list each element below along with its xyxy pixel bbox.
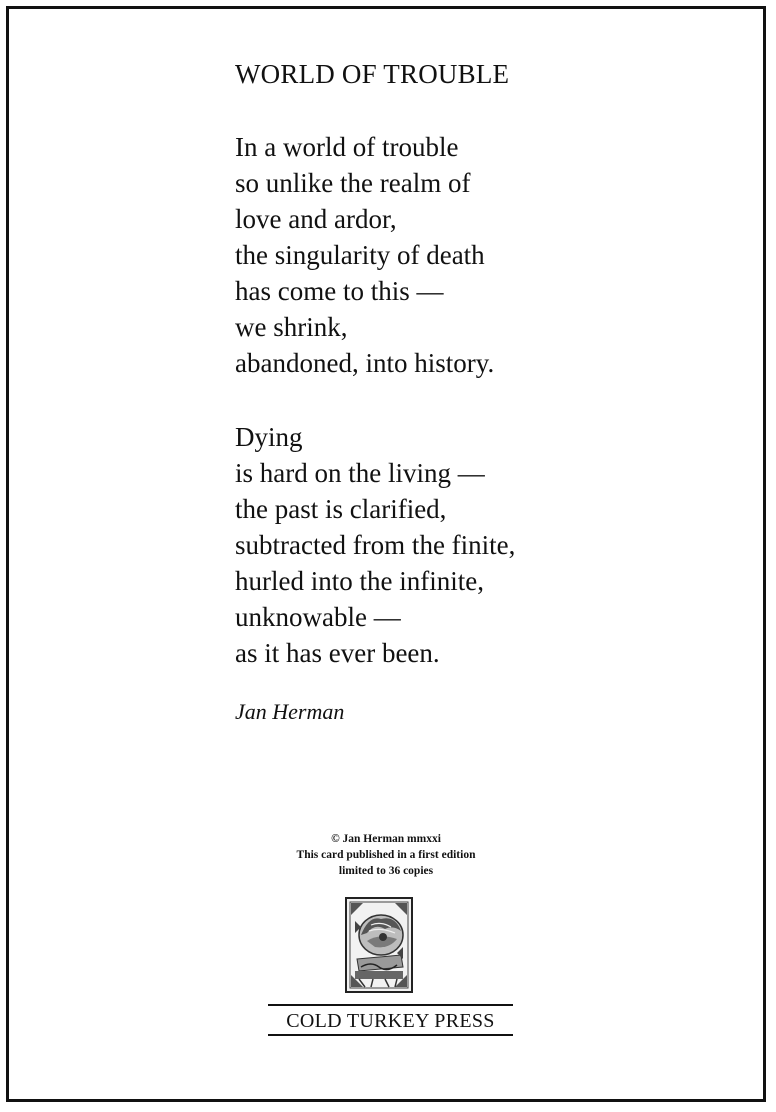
edition-line: This card published in a first edition (296, 849, 476, 861)
poem-line: the singularity of death (235, 240, 485, 270)
poem-line: has come to this — (235, 276, 444, 306)
poem-line: love and ardor, (235, 204, 397, 234)
poem-line: the past is clarified, (235, 494, 447, 524)
poem-line: abandoned, into history. (235, 348, 495, 378)
poem-line: Dying (235, 422, 303, 452)
stanza-1 (235, 129, 494, 381)
colophon (9, 831, 763, 879)
stanza-2 (235, 419, 515, 671)
poem-line: unknowable — (235, 602, 401, 632)
poem-line: subtracted from the finite, (235, 530, 516, 560)
copyright-line: © Jan Herman mmxxi (331, 833, 441, 845)
poem-card (6, 6, 766, 1102)
poem-line: hurled into the infinite, (235, 566, 484, 596)
author-signature: Jan Herman (235, 699, 345, 724)
poem-line: as it has ever been. (235, 638, 440, 668)
poem-line: is hard on the living — (235, 458, 485, 488)
poem-line: so unlike the realm of (235, 168, 471, 198)
poem-line: we shrink, (235, 312, 348, 342)
poem-title: WORLD OF TROUBLE (235, 59, 510, 89)
poem-line: In a world of trouble (235, 132, 459, 162)
press-name: COLD TURKEY PRESS (268, 1004, 513, 1036)
press-emblem-icon (345, 897, 413, 993)
edition-line: limited to 36 copies (338, 865, 434, 877)
